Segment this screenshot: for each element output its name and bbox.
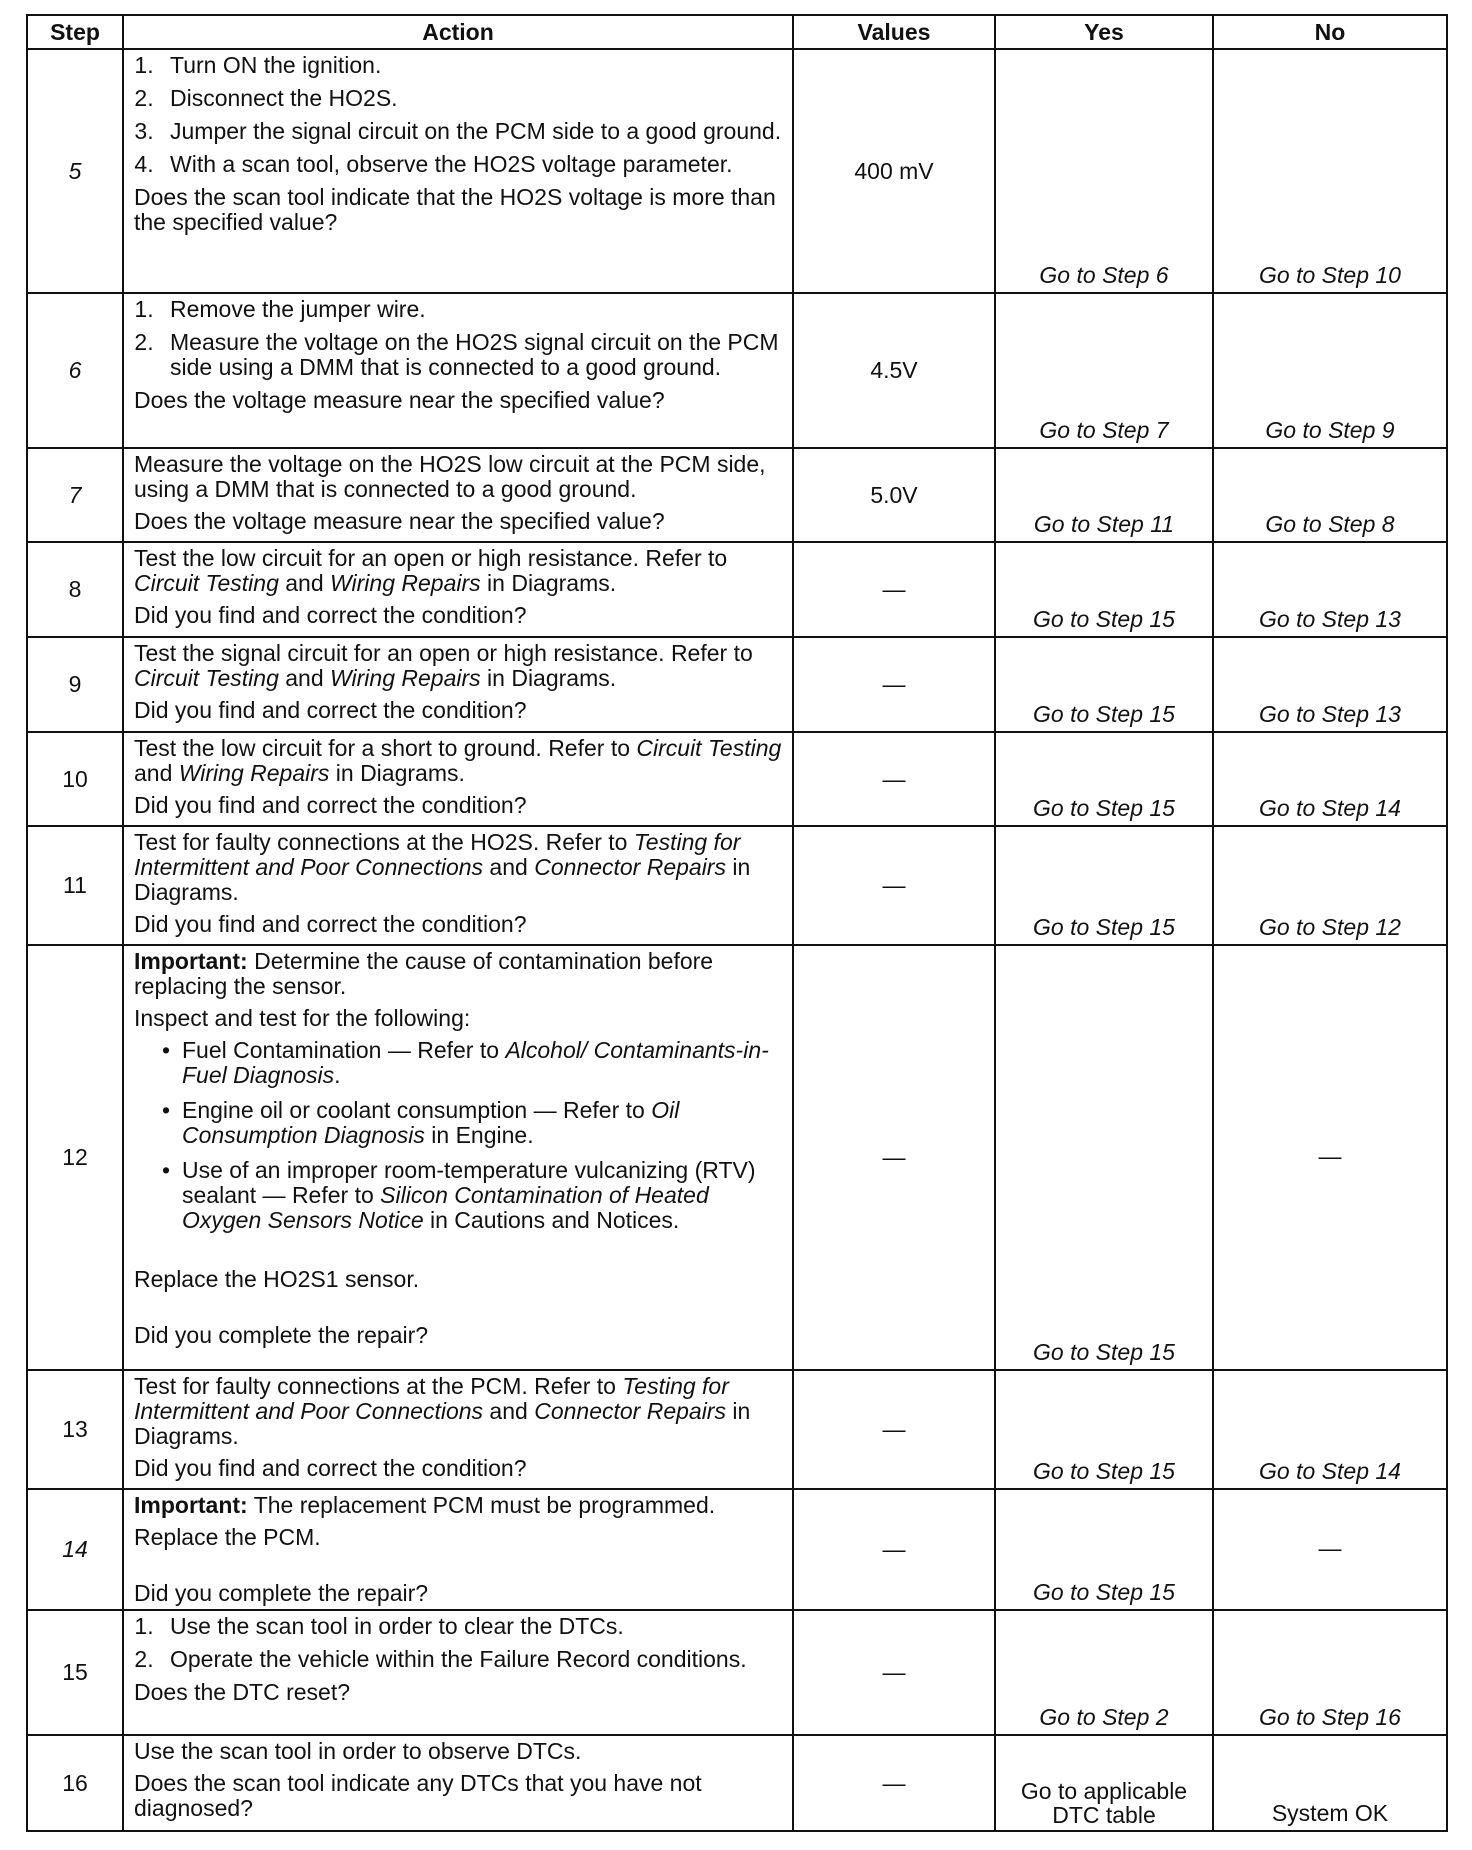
important-label: Important: <box>134 948 248 974</box>
action-question: Did you find and correct the condition? <box>134 602 527 628</box>
action-cell <box>123 637 793 732</box>
step-number: 8 <box>27 542 123 637</box>
no-cell: Go to Step 13 <box>1213 637 1447 732</box>
action-text: Test for faulty connections at the PCM. Refer to Testing for Intermittent and Poor Connections and Connector Repairs in Diagrams. <box>134 1373 751 1449</box>
yes-cell: Go to Step 6 <box>995 49 1213 293</box>
diagnostic-table-sheet <box>26 14 1446 1832</box>
action-step: 1. Remove the jumper wire. <box>160 297 782 322</box>
action-cell <box>123 1610 793 1735</box>
action-cell <box>123 448 793 542</box>
step-number: 9 <box>27 637 123 732</box>
list-item: • Engine oil or coolant consumption — Refer to Oil Consumption Diagnosis in Engine. <box>182 1098 782 1148</box>
action-text: Test the signal circuit for an open or high resistance. Refer to Circuit Testing and Wiring Repairs in Diagrams. <box>134 640 753 691</box>
step-number: 6 <box>27 293 123 448</box>
step-number: 13 <box>27 1370 123 1489</box>
yes-cell: Go to Step 15 <box>995 1489 1213 1610</box>
reference-link-text: Circuit Testing <box>636 735 782 761</box>
action-step: 4. With a scan tool, observe the HO2S voltage parameter. <box>160 152 782 177</box>
value-cell: 4.5V <box>793 293 995 448</box>
action-question: Did you complete the repair? <box>134 1322 429 1348</box>
action-step: 3. Jumper the signal circuit on the PCM side to a good ground. <box>160 119 782 144</box>
action-question: Did you find and correct the condition? <box>134 911 527 937</box>
reference-link-text: Oil Consumption Diagnosis <box>182 1097 680 1148</box>
no-cell: Go to Step 10 <box>1213 49 1447 293</box>
reference-link-text: Alcohol/ Contaminants-in-Fuel Diagnosis <box>182 1037 769 1088</box>
no-cell: Go to Step 14 <box>1213 1370 1447 1489</box>
yes-cell: Go to Step 15 <box>995 945 1213 1370</box>
yes-cell: Go to Step 11 <box>995 448 1213 542</box>
action-cell <box>123 945 793 1370</box>
value-cell: 400 mV <box>793 49 995 293</box>
action-question: Does the voltage measure near the specified value? <box>134 508 665 534</box>
reference-link-text: Connector Repairs <box>534 854 726 880</box>
step-number: 15 <box>27 1610 123 1735</box>
table-row <box>27 826 1447 945</box>
action-cell <box>123 49 793 293</box>
step-number: 7 <box>27 448 123 542</box>
header-yes: Yes <box>995 15 1213 49</box>
table-row <box>27 732 1447 826</box>
reference-link-text: Wiring Repairs <box>330 665 481 691</box>
table-row <box>27 1735 1447 1831</box>
action-text: Measure the voltage on the HO2S low circuit at the PCM side, using a DMM that is connected to a good ground. <box>134 451 766 502</box>
action-cell <box>123 293 793 448</box>
action-step: 2. Measure the voltage on the HO2S signal circuit on the PCM side using a DMM that is connected to a good ground. <box>160 330 782 380</box>
spacer <box>134 1243 782 1267</box>
no-cell: Go to Step 9 <box>1213 293 1447 448</box>
table-row <box>27 448 1447 542</box>
header-values: Values <box>793 15 995 49</box>
spacer <box>134 1557 782 1581</box>
value-cell: — <box>793 637 995 732</box>
step-number: 16 <box>27 1735 123 1831</box>
list-item: • Use of an improper room-temperature vulcanizing (RTV) sealant — Refer to Silicon Contamination of Heated Oxygen Sensors Notice in Cautions and Notices. <box>182 1158 782 1233</box>
step-number: 14 <box>27 1489 123 1610</box>
action-question: Does the DTC reset? <box>134 1679 351 1705</box>
action-step: 2. Operate the vehicle within the Failure Record conditions. <box>160 1647 782 1672</box>
action-question: Does the voltage measure near the specified value? <box>134 387 665 413</box>
table-row <box>27 49 1447 293</box>
action-question: Does the scan tool indicate that the HO2S voltage is more than the specified value? <box>134 184 776 235</box>
table-row <box>27 945 1447 1370</box>
step-number: 12 <box>27 945 123 1370</box>
important-note: Important: The replacement PCM must be programmed. <box>134 1492 716 1518</box>
yes-cell: Go to Step 15 <box>995 542 1213 637</box>
action-text: Test the low circuit for an open or high resistance. Refer to Circuit Testing and Wiring Repairs in Diagrams. <box>134 545 728 596</box>
action-text: Replace the PCM. <box>134 1524 321 1550</box>
no-cell: Go to Step 12 <box>1213 826 1447 945</box>
action-step: 1. Use the scan tool in order to clear the DTCs. <box>160 1614 782 1639</box>
action-text: Replace the HO2S1 sensor. <box>134 1266 420 1292</box>
header-no: No <box>1213 15 1447 49</box>
table-row <box>27 1489 1447 1610</box>
no-cell: — <box>1213 945 1447 1370</box>
reference-link-text: Wiring Repairs <box>178 760 330 786</box>
value-cell: — <box>793 542 995 637</box>
inspection-list <box>134 1038 782 1233</box>
table-row <box>27 293 1447 448</box>
no-cell: Go to Step 16 <box>1213 1610 1447 1735</box>
action-question: Did you find and correct the condition? <box>134 1455 527 1481</box>
action-step: 2. Disconnect the HO2S. <box>160 86 782 111</box>
yes-cell: Go to Step 2 <box>995 1610 1213 1735</box>
reference-link-text: Testing for Intermittent and Poor Connections <box>134 829 741 880</box>
action-text: Use the scan tool in order to observe DTCs. <box>134 1738 582 1764</box>
action-cell <box>123 1735 793 1831</box>
reference-link-text: Wiring Repairs <box>330 570 481 596</box>
reference-link-text: Testing for Intermittent and Poor Connections <box>134 1373 729 1424</box>
action-cell <box>123 1370 793 1489</box>
yes-cell: Go to Step 15 <box>995 1370 1213 1489</box>
table-row <box>27 1370 1447 1489</box>
action-cell <box>123 1489 793 1610</box>
action-cell <box>123 542 793 637</box>
action-cell <box>123 732 793 826</box>
value-cell: — <box>793 1370 995 1489</box>
value-cell: — <box>793 1735 995 1831</box>
value-cell: — <box>793 1489 995 1610</box>
yes-cell: Go to Step 15 <box>995 826 1213 945</box>
reference-link-text: Circuit Testing <box>134 570 279 596</box>
table-header-row <box>27 15 1447 49</box>
step-number: 10 <box>27 732 123 826</box>
action-question: Did you find and correct the condition? <box>134 792 527 818</box>
table-row <box>27 542 1447 637</box>
no-cell: Go to Step 13 <box>1213 542 1447 637</box>
action-steps-list <box>134 53 782 177</box>
action-question: Did you complete the repair? <box>134 1580 429 1606</box>
yes-cell: Go to Step 15 <box>995 637 1213 732</box>
table-row <box>27 1610 1447 1735</box>
value-cell: — <box>793 826 995 945</box>
action-cell <box>123 826 793 945</box>
reference-link-text: Circuit Testing <box>134 665 279 691</box>
important-label: Important: <box>134 1492 248 1518</box>
action-steps-list <box>134 1614 782 1672</box>
list-item: • Fuel Contamination — Refer to Alcohol/ Contaminants-in-Fuel Diagnosis. <box>182 1038 782 1088</box>
header-action: Action <box>123 15 793 49</box>
yes-cell: Go to Step 7 <box>995 293 1213 448</box>
value-cell: — <box>793 732 995 826</box>
action-text: Inspect and test for the following: <box>134 1005 471 1031</box>
action-question: Does the scan tool indicate any DTCs that you have not diagnosed? <box>134 1770 702 1821</box>
action-steps-list <box>134 297 782 380</box>
no-cell: System OK <box>1213 1735 1447 1831</box>
step-number: 11 <box>27 826 123 945</box>
value-cell: — <box>793 1610 995 1735</box>
reference-link-text: Silicon Contamination of Heated Oxygen Sensors Notice <box>182 1182 709 1233</box>
header-step: Step <box>27 15 123 49</box>
yes-cell: Go to Step 15 <box>995 732 1213 826</box>
important-note: Important: Determine the cause of contamination before replacing the sensor. <box>134 948 714 999</box>
table-row <box>27 637 1447 732</box>
yes-cell: Go to applicable DTC table <box>995 1735 1213 1831</box>
diagnostic-table <box>26 14 1448 1832</box>
step-number: 5 <box>27 49 123 293</box>
no-cell: Go to Step 8 <box>1213 448 1447 542</box>
no-cell: — <box>1213 1489 1447 1610</box>
action-step: 1. Turn ON the ignition. <box>160 53 782 78</box>
action-question: Did you find and correct the condition? <box>134 697 527 723</box>
value-cell: — <box>793 945 995 1370</box>
action-text: Test the low circuit for a short to ground. Refer to Circuit Testing and Wiring Repairs in Diagrams. <box>134 735 782 786</box>
value-cell: 5.0V <box>793 448 995 542</box>
action-text: Test for faulty connections at the HO2S. Refer to Testing for Intermittent and Poor Connections and Connector Repairs in Diagrams. <box>134 829 751 905</box>
spacer <box>134 1299 782 1323</box>
reference-link-text: Connector Repairs <box>534 1398 726 1424</box>
no-cell: Go to Step 14 <box>1213 732 1447 826</box>
